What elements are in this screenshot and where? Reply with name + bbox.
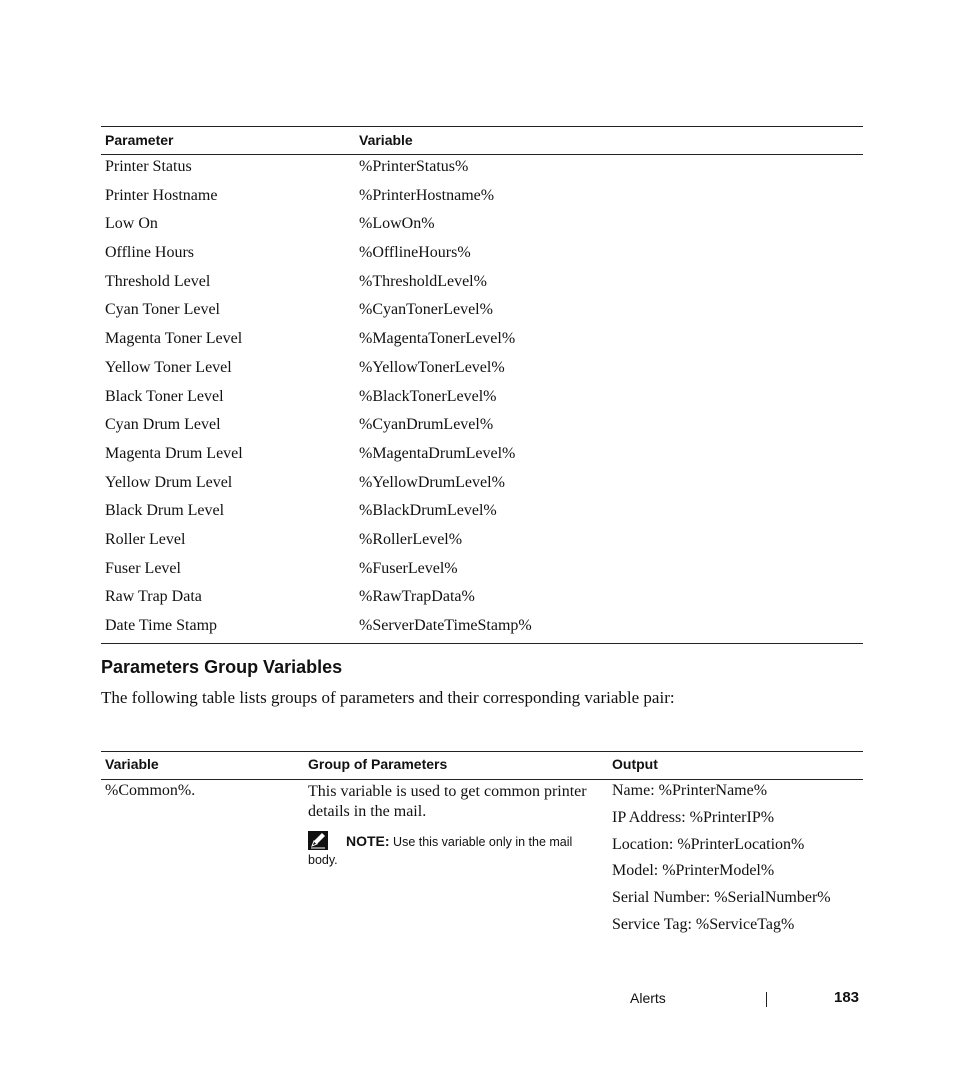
header-group-of-parameters: Group of Parameters	[308, 756, 448, 772]
output-line: Service Tag: %ServiceTag%	[612, 915, 795, 933]
intro-paragraph: The following table lists groups of parameters and their corresponding variable pair:	[101, 688, 675, 707]
variable-cell: %CyanDrumLevel%	[359, 416, 494, 434]
header-output: Output	[612, 756, 658, 772]
table-row	[101, 614, 863, 643]
section-heading: Parameters Group Variables	[101, 657, 343, 677]
parameter-cell: Low On	[105, 215, 158, 233]
table-header	[101, 126, 863, 155]
parameter-cell: Cyan Drum Level	[105, 416, 221, 434]
footer-section-name: Alerts	[630, 990, 666, 1006]
parameter-cell: Printer Hostname	[105, 186, 218, 204]
header-parameter: Parameter	[105, 132, 174, 148]
table-row	[101, 184, 863, 213]
parameter-variable-table	[101, 126, 863, 644]
variable-cell: %LowOn%	[359, 215, 435, 233]
table-row	[101, 241, 863, 270]
table-row	[101, 385, 863, 414]
note-text: Use this variable only in the mail body.	[308, 835, 573, 867]
parameter-cell: Cyan Toner Level	[105, 301, 220, 319]
variable-cell: %MagentaDrumLevel%	[359, 444, 516, 462]
parameter-cell: Magenta Drum Level	[105, 444, 243, 462]
parameter-cell: Yellow Toner Level	[105, 358, 232, 376]
variable-cell: %BlackTonerLevel%	[359, 387, 497, 405]
variable-cell: %YellowTonerLevel%	[359, 358, 505, 376]
table-row	[101, 528, 863, 557]
output-line: Location: %PrinterLocation%	[612, 835, 805, 853]
variable-cell: %MagentaTonerLevel%	[359, 330, 516, 348]
page-number: 183	[834, 989, 860, 1006]
parameter-cell: Yellow Drum Level	[105, 473, 233, 491]
table-row	[101, 155, 863, 184]
variable-cell: %PrinterHostname%	[359, 186, 495, 204]
parameter-cell: Black Drum Level	[105, 502, 225, 520]
table-row	[101, 471, 863, 500]
parameter-cell: Offline Hours	[105, 244, 195, 262]
table-row	[101, 212, 863, 241]
output-list	[612, 782, 831, 943]
table-body	[101, 155, 863, 643]
header-variable: Variable	[105, 756, 159, 772]
table-row	[101, 356, 863, 385]
variable-cell: %YellowDrumLevel%	[359, 473, 505, 491]
table-row	[101, 327, 863, 356]
output-line: IP Address: %PrinterIP%	[612, 808, 775, 826]
variable-cell: %FuserLevel%	[359, 559, 458, 577]
variable-cell: %PrinterStatus%	[359, 158, 469, 175]
parameter-cell: Roller Level	[105, 530, 186, 548]
parameter-cell: Fuser Level	[105, 559, 181, 577]
note-label: NOTE:	[346, 833, 390, 849]
header-variable: Variable	[359, 132, 413, 148]
variable-cell: %ServerDateTimeStamp%	[359, 617, 532, 634]
output-line: Name: %PrinterName%	[612, 782, 768, 799]
variable-cell: %BlackDrumLevel%	[359, 502, 497, 520]
variable-cell: %CyanTonerLevel%	[359, 301, 493, 319]
group-variables-table	[101, 751, 863, 951]
variable-cell: %Common%.	[105, 782, 196, 799]
note-pencil-icon	[308, 831, 328, 850]
footer-divider	[766, 992, 767, 1007]
parameter-cell: Date Time Stamp	[105, 617, 218, 634]
table-row	[101, 413, 863, 442]
parameter-cell: Threshold Level	[105, 272, 211, 290]
parameter-cell: Magenta Toner Level	[105, 330, 243, 348]
parameter-cell: Printer Status	[105, 158, 192, 175]
table-bottom-rule	[101, 643, 863, 644]
table-row	[101, 557, 863, 586]
output-line: Serial Number: %SerialNumber%	[612, 889, 831, 907]
table-row	[101, 499, 863, 528]
parameter-cell: Raw Trap Data	[105, 588, 202, 606]
table-header	[101, 751, 863, 780]
table-row	[101, 270, 863, 299]
parameter-cell: Black Toner Level	[105, 387, 224, 405]
table-row	[101, 585, 863, 614]
table-row	[101, 298, 863, 327]
variable-cell: %RollerLevel%	[359, 530, 463, 548]
group-description: This variable is used to get common printer details in the mail.	[308, 783, 587, 820]
output-line: Model: %PrinterModel%	[612, 862, 775, 880]
table-row	[101, 442, 863, 471]
variable-cell: %ThresholdLevel%	[359, 272, 487, 290]
note-block	[308, 831, 604, 869]
variable-cell: %OfflineHours%	[359, 244, 471, 262]
variable-cell: %RawTrapData%	[359, 588, 475, 606]
